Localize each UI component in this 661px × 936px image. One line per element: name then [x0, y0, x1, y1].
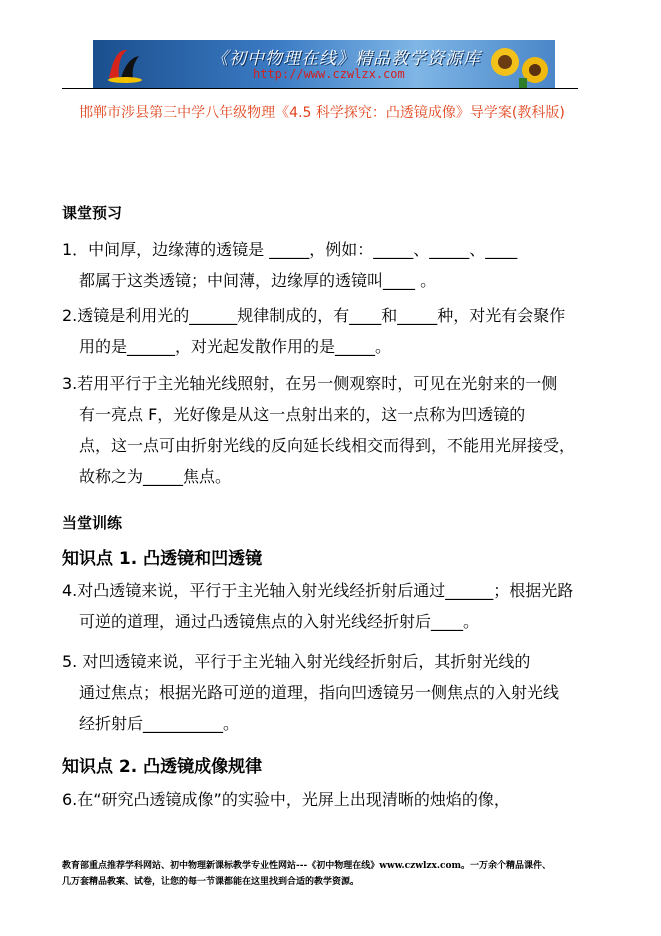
section-preview-heading: 课堂预习	[62, 204, 123, 222]
question-1	[62, 234, 592, 296]
question-5-line-3: 经折射后__________。	[79, 714, 240, 733]
question-3-line-1: 3.若用平行于主光轴光线照射，在另一侧观察时，可见在光射来的一侧	[62, 374, 558, 393]
question-6	[62, 784, 592, 815]
question-6-line-1: 6.在“研究凸透镜成像”的实验中，光屏上出现清晰的烛焰的像，	[62, 790, 510, 809]
question-3	[62, 368, 592, 492]
section-training-heading: 当堂训练	[62, 514, 123, 532]
header-divider	[62, 88, 578, 89]
banner-title: 《初中物理在线》精品教学资源库	[211, 49, 481, 69]
question-5-line-1: 5. 对凹透镜来说，平行于主光轴入射光线经折射后，其折射光线的	[62, 652, 531, 671]
header-banner	[93, 40, 555, 88]
question-3-line-2: 有一亮点 F，光好像是从这一点射出来的，这一点称为凹透镜的	[79, 405, 526, 424]
question-3-line-4: 故称之为_____焦点。	[79, 467, 232, 486]
question-5	[62, 646, 592, 739]
question-2-line-2: 用的是______，对光起发散作用的是_____。	[79, 337, 392, 356]
question-4-line-1: 4.对凸透镜来说，平行于主光轴入射光线经折射后通过______；根据光路	[62, 581, 574, 600]
question-5-line-2: 通过焦点；根据光路可逆的道理，指向凹透镜另一侧焦点的入射光线	[79, 683, 560, 702]
knowledge-point-1-heading: 知识点 1. 凸透镜和凹透镜	[62, 549, 263, 569]
question-3-line-3: 点，这一点可由折射光线的反向延长线相交而得到，不能用光屏接受，	[79, 436, 576, 455]
question-1-line-1: 1．中间厚，边缘薄的透镜是 _____，例如：_____、_____、____	[62, 240, 518, 259]
question-4	[62, 575, 592, 637]
footer-line-1: 教育部重点推荐学科网站、初中物理新课标教学专业性网站---《初中物理在线》www.czwlzx.com。一万余个精品课件、	[62, 861, 552, 871]
question-4-line-2: 可逆的道理，通过凸透镜焦点的入射光线经折射后____。	[79, 612, 480, 631]
czwlzx-logo-icon	[105, 44, 145, 84]
page-footer	[62, 858, 602, 890]
question-1-line-2: 都属于这类透镜；中间薄，边缘厚的透镜叫____ 。	[79, 271, 437, 290]
question-2	[62, 300, 592, 362]
sunflower-icon	[483, 40, 553, 88]
question-2-line-1: 2.透镜是利用光的______规律制成的，有____和_____种，对光有会聚作	[62, 306, 566, 325]
document-title: 邯郸市涉县第三中学八年级物理《4.5 科学探究：凸透镜成像》导学案(教科版)	[79, 105, 565, 121]
banner-url[interactable]: http://www.czwlzx.com	[253, 67, 405, 81]
footer-line-2: 几万套精品教案、试卷，让您的每一节课都能在这里找到合适的教学资源。	[62, 877, 360, 887]
knowledge-point-2-heading: 知识点 2. 凸透镜成像规律	[62, 757, 263, 777]
